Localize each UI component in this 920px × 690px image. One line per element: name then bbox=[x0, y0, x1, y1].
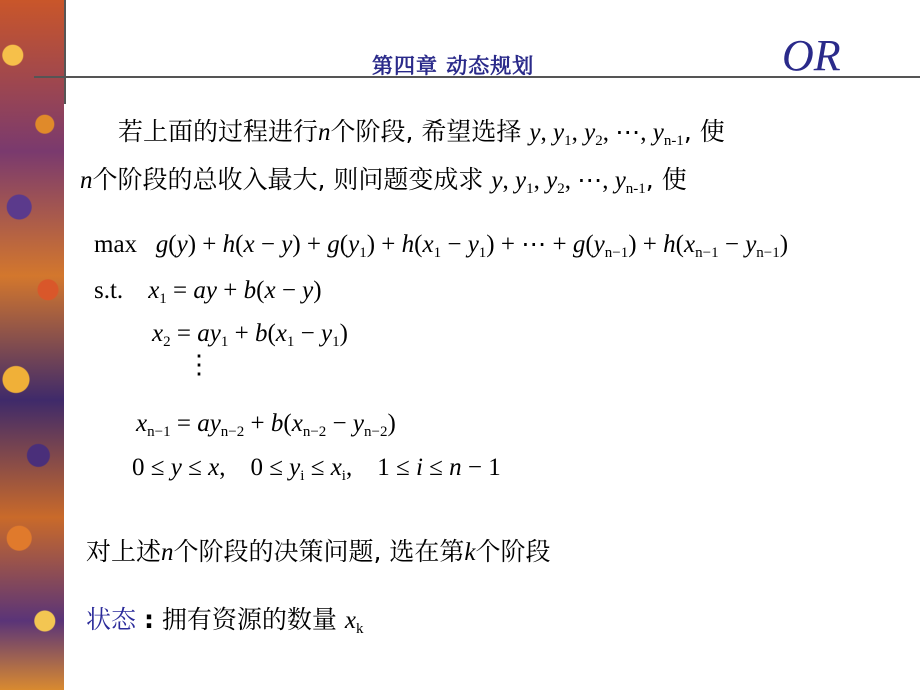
state-colon: : bbox=[143, 605, 154, 634]
line2-suffix: , 使 bbox=[645, 165, 687, 194]
bounds-constraint: 0 ≤ y ≤ x, $0 \le y_i \le x_i$, 1 ≤ i ≤ n − 1 bbox=[132, 454, 501, 484]
state-label: 状态 bbox=[86, 605, 137, 634]
line2-variables: y, $y_1$, $y_2$, ⋯, $y_{n-1}$ bbox=[491, 167, 646, 197]
decision-prefix: 对上述 bbox=[86, 537, 162, 566]
header-vertical-rule bbox=[64, 0, 66, 104]
course-logo: OR bbox=[782, 31, 841, 80]
st-label: s.t. bbox=[94, 277, 124, 304]
decision-n: n bbox=[161, 539, 174, 566]
constraint-1: s.t. $x_1$ = ay + b(x − y) bbox=[94, 277, 322, 307]
chapter-title: 第四章 动态规划 bbox=[372, 54, 535, 78]
line1-suffix: , 使 bbox=[683, 117, 725, 146]
state-variable: x bbox=[344, 607, 356, 634]
max-label: max bbox=[94, 231, 138, 258]
paragraph-line-2 bbox=[80, 160, 687, 198]
state-text: 拥有资源的数量 bbox=[161, 605, 337, 634]
decorative-sidebar bbox=[0, 0, 64, 690]
decision-statement bbox=[86, 532, 551, 568]
decision-k: k bbox=[464, 539, 476, 566]
line1-variables: y, $y_1$, $y_2$, ⋯, $y_{n-1}$ bbox=[529, 119, 684, 149]
state-definition bbox=[86, 600, 364, 638]
vertical-ellipsis: ⋮ bbox=[186, 350, 212, 379]
paragraph-line-1 bbox=[118, 112, 725, 150]
state-subscript: k bbox=[356, 621, 364, 637]
line1-n: n bbox=[318, 119, 331, 146]
line2-n: n bbox=[80, 167, 93, 194]
line1-prefix: 若上面的过程进行 bbox=[118, 117, 319, 146]
decision-suffix: 个阶段 bbox=[475, 537, 551, 566]
constraint-2: $x_2 = ay_1 + b(x_1 - y_1)$ bbox=[152, 320, 348, 350]
constraint-n-1: $x_{n-1} = ay_{n-2} + b(x_{n-2} - y_{n-2})$ bbox=[136, 410, 396, 440]
decision-mid: 个阶段的决策问题, 选在第 bbox=[173, 537, 465, 566]
objective-function: max $g(y) + h(x - y) + g(y_1) + h(x_1 - y_1)$ + ⋯ + $g(y_{n-1}) + h(x_{n-1} - y_{n-1})$ bbox=[94, 231, 789, 261]
line1-mid: 个阶段, 希望选择 bbox=[330, 117, 522, 146]
line2-text: 个阶段的总收入最大, 则问题变成求 bbox=[92, 165, 484, 194]
